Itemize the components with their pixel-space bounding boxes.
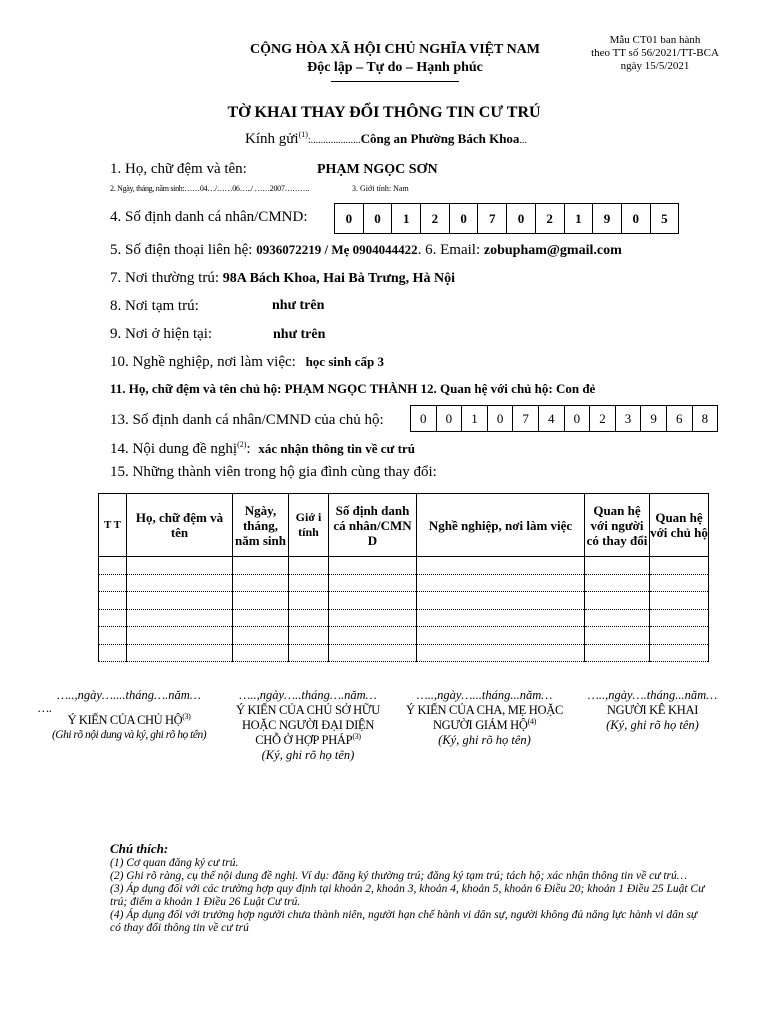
table-cell[interactable] [417, 627, 585, 645]
signature-household-head [38, 688, 220, 743]
table-cell[interactable] [289, 592, 329, 610]
col-header-dob: Ngày, tháng, năm sinh [233, 494, 289, 557]
id-digit-box: 2 [590, 405, 616, 432]
table-cell[interactable] [417, 609, 585, 627]
permanent-value: 98A Bách Khoa, Hai Bà Trưng, Hà Nội [222, 271, 456, 286]
table-cell[interactable] [650, 627, 709, 645]
id-digit-box: 0 [507, 203, 536, 234]
id-digit-box: 1 [565, 203, 594, 234]
table-cell[interactable] [585, 574, 650, 592]
temporary-label: 8. Nơi tạm trú: [110, 298, 199, 314]
phone-value: 0936072219 / Mẹ 0904044422 [256, 242, 418, 257]
signature-title-sup: (4) [527, 716, 537, 726]
table-cell[interactable] [99, 592, 127, 610]
table-cell[interactable] [650, 644, 709, 662]
table-cell[interactable] [585, 644, 650, 662]
table-cell[interactable] [417, 644, 585, 662]
signature-title [38, 713, 220, 728]
col-header-name: Họ, chữ đệm và tên [127, 494, 233, 557]
col-header-job: Nghề nghiệp, nơi làm việc [417, 494, 585, 557]
id-digit-boxes [334, 203, 679, 234]
table-cell[interactable] [417, 592, 585, 610]
table-row [99, 592, 709, 610]
footnote-item: (1) Cơ quan đăng ký cư trú. [110, 857, 239, 869]
col-header-gender: Giớ i tính [289, 494, 329, 557]
signature-title-text: Ý KIẾN CỦA CHỦ SỞ HỮU HOẶC NGƯỜI ĐẠI DIỆN CHỖ Ở HỢP PHÁP [235, 703, 381, 747]
signature-declarant [575, 688, 730, 733]
signature-title [228, 703, 388, 748]
request-colon: : [246, 441, 251, 457]
table-row [99, 609, 709, 627]
col-header-relation-head: Quan hệ với chủ hộ [650, 494, 709, 557]
id-digit-box: 0 [565, 405, 591, 432]
request-sup: (2) [237, 440, 247, 449]
recipient-value: Công an Phường Bách Khoa [360, 131, 520, 146]
members-label: 15. Những thành viên trong hộ gia đình cùng thay đổi: [110, 464, 437, 480]
request-label: 14. Nội dung đề nghị [110, 441, 238, 457]
id-digit-box: 7 [513, 405, 539, 432]
signature-date-cont: …. [38, 701, 53, 715]
permanent-label: 7. Nơi thường trú: [110, 270, 219, 286]
table-cell[interactable] [585, 592, 650, 610]
col-header-id: Số định danh cá nhân/CMN D [329, 494, 417, 557]
household-head-line: 11. Họ, chữ đệm và tên chủ hộ: PHẠM NGỌC THÀNH 12. Quan hệ với chủ hộ: Con đẻ [110, 381, 596, 396]
signature-note: (Ký, ghi rõ họ tên) [438, 733, 531, 747]
id-digit-box: 5 [651, 203, 680, 234]
table-cell[interactable] [233, 644, 289, 662]
name-value: PHẠM NGỌC SƠN [317, 162, 438, 177]
table-cell[interactable] [329, 627, 417, 645]
col-header-tt: T T [99, 494, 127, 557]
temporary-value: như trên [272, 298, 325, 313]
recipient-line [245, 131, 527, 148]
table-cell[interactable] [650, 592, 709, 610]
id-digit-box: 9 [593, 203, 622, 234]
table-cell[interactable] [289, 574, 329, 592]
form-code-line2: theo TT số 56/2021/TT-BCA [591, 47, 719, 59]
current-value: như trên [273, 327, 326, 342]
table-cell[interactable] [650, 609, 709, 627]
table-cell[interactable] [329, 574, 417, 592]
id-digit-box: 0 [450, 203, 479, 234]
table-cell[interactable] [99, 574, 127, 592]
footnote-item: (3) Áp dụng đối với các trường hợp quy định tại khoản 2, khoản 3, khoản 4, khoản 5, khoản 6 Điều 20; khoản 1 Điều 25 Luật Cư trú; điểm a khoản 1 Điều 26 Luật Cư trú. [110, 883, 705, 908]
table-cell[interactable] [650, 574, 709, 592]
table-cell[interactable] [329, 609, 417, 627]
table-cell[interactable] [233, 557, 289, 575]
table-cell[interactable] [417, 574, 585, 592]
table-cell[interactable] [99, 557, 127, 575]
table-cell[interactable] [99, 644, 127, 662]
footnotes [110, 842, 710, 935]
recipient-label: Kính gửi [245, 131, 299, 147]
job-label: 10. Nghề nghiệp, nơi làm việc: [110, 354, 296, 370]
id-digit-box: 4 [539, 405, 565, 432]
signature-title [402, 703, 567, 733]
id-digit-box: 3 [616, 405, 642, 432]
head-id-label: 13. Số định danh cá nhân/CMND của chủ hộ: [110, 412, 384, 428]
request-line [110, 441, 415, 458]
table-cell[interactable] [99, 609, 127, 627]
current-label: 9. Nơi ở hiện tại: [110, 326, 213, 342]
footnotes-heading: Chú thích: [110, 841, 169, 856]
id-digit-box: 9 [641, 405, 667, 432]
footnote-item: (4) Áp dụng đối với trường hợp người chưa thành niên, người hạn chế hành vi dân sự, người không đủ năng lực hành vi dân sự có thay đổi thông tin về cư trú [110, 909, 698, 934]
table-cell[interactable] [233, 592, 289, 610]
form-code [580, 34, 730, 73]
table-cell[interactable] [329, 557, 417, 575]
phone-label: 5. Số điện thoại liên hệ: [110, 242, 253, 258]
id-digit-box: 0 [335, 203, 364, 234]
footnote-item: (2) Ghi rõ ràng, cụ thể nội dung đề nghị. Ví dụ: đăng ký thường trú; đăng ký tạm trú; tách hộ; xác nhận thông tin về cư trú… [110, 870, 687, 882]
gender-line: 3. Giới tính: Nam [352, 184, 409, 193]
table-cell[interactable] [127, 592, 233, 610]
members-table [98, 493, 709, 662]
recipient-tail: ... [519, 135, 527, 146]
signature-title: NGƯỜI KÊ KHAI [606, 703, 699, 717]
table-row [99, 627, 709, 645]
phone-email-line [110, 242, 622, 259]
job-value: học sinh cấp 3 [305, 354, 384, 369]
table-cell[interactable] [329, 592, 417, 610]
table-cell[interactable] [585, 557, 650, 575]
table-cell[interactable] [289, 609, 329, 627]
signature-note: (Ký, ghi rõ họ tên) [606, 718, 699, 732]
table-cell[interactable] [650, 557, 709, 575]
id-digit-box: 0 [437, 405, 463, 432]
table-cell[interactable] [99, 627, 127, 645]
dob-line: 2. Ngày, tháng, năm sinh:……04…/……06…../ ……2007………. [110, 184, 310, 193]
name-label: 1. Họ, chữ đệm và tên: [110, 161, 247, 177]
head-id-digit-boxes [410, 405, 718, 432]
table-cell[interactable] [127, 627, 233, 645]
request-value: xác nhận thông tin về cư trú [258, 441, 415, 456]
motto: Độc lập – Tự do – Hạnh phúc [307, 60, 483, 75]
nation-name: CỘNG HÒA XÃ HỘI CHỦ NGHĨA VIỆT NAM [249, 42, 540, 57]
signature-owner [228, 688, 388, 763]
table-cell[interactable] [233, 574, 289, 592]
id-digit-box: 1 [392, 203, 421, 234]
signature-title-text: Ý KIẾN CỦA CHA, MẸ HOẶC NGƯỜI GIÁM HỘ [406, 703, 563, 732]
id-digit-box: 0 [488, 405, 514, 432]
signature-date: …..,ngày…...tháng...năm… [416, 688, 553, 702]
table-cell[interactable] [233, 609, 289, 627]
signature-note: (Ký, ghi rõ họ tên) [261, 748, 355, 762]
form-title: TỜ KHAI THAY ĐỔI THÔNG TIN CƯ TRÚ [227, 104, 541, 121]
id-digit-box: 6 [667, 405, 693, 432]
email-label: . 6. Email: [417, 242, 481, 258]
id-digit-box: 2 [421, 203, 450, 234]
table-cell[interactable] [289, 627, 329, 645]
form-code-line1: Mẫu CT01 ban hành [609, 34, 701, 46]
table-cell[interactable] [289, 644, 329, 662]
motto-underline [331, 81, 459, 82]
form-code-line3: ngày 15/5/2021 [620, 60, 690, 72]
table-cell[interactable] [127, 609, 233, 627]
table-row [99, 644, 709, 662]
id-digit-box: 2 [536, 203, 565, 234]
recipient-dots: :.................... [307, 135, 361, 146]
signature-title-sup: (3) [182, 711, 191, 721]
id-digit-box: 8 [693, 405, 719, 432]
col-header-relation-person: Quan hệ với người có thay đổi [585, 494, 650, 557]
id-digit-box: 7 [478, 203, 507, 234]
table-cell[interactable] [127, 644, 233, 662]
signature-date: …..,ngày…..tháng….năm… [239, 688, 377, 702]
signature-note: (Ghi rõ nội dung và ký, ghi rõ họ tên) [51, 729, 207, 741]
signature-title-text: Ý KIẾN CỦA CHỦ HỘ [67, 713, 183, 727]
table-cell[interactable] [585, 627, 650, 645]
table-cell[interactable] [329, 644, 417, 662]
id-digit-box: 0 [411, 405, 437, 432]
signature-title-sup: (3) [352, 731, 361, 741]
id-digit-box: 1 [462, 405, 488, 432]
table-cell[interactable] [233, 627, 289, 645]
job-line [110, 354, 384, 371]
table-cell[interactable] [289, 557, 329, 575]
signature-date: …..,ngày…....tháng….năm… [57, 688, 201, 702]
signature-guardian [402, 688, 567, 748]
permanent-line [110, 270, 455, 287]
table-row [99, 574, 709, 592]
id-label: 4. Số định danh cá nhân/CMND: [110, 209, 308, 225]
table-row [99, 557, 709, 575]
recipient-sup: (1) [298, 130, 308, 139]
id-digit-box: 0 [364, 203, 393, 234]
members-table-body [99, 557, 709, 662]
table-cell[interactable] [127, 557, 233, 575]
id-digit-box: 0 [622, 203, 651, 234]
table-cell[interactable] [127, 574, 233, 592]
email-value: zobupham@gmail.com [483, 243, 622, 258]
table-cell[interactable] [585, 609, 650, 627]
table-cell[interactable] [417, 557, 585, 575]
signature-date: …..,ngày….tháng...năm… [587, 688, 718, 702]
